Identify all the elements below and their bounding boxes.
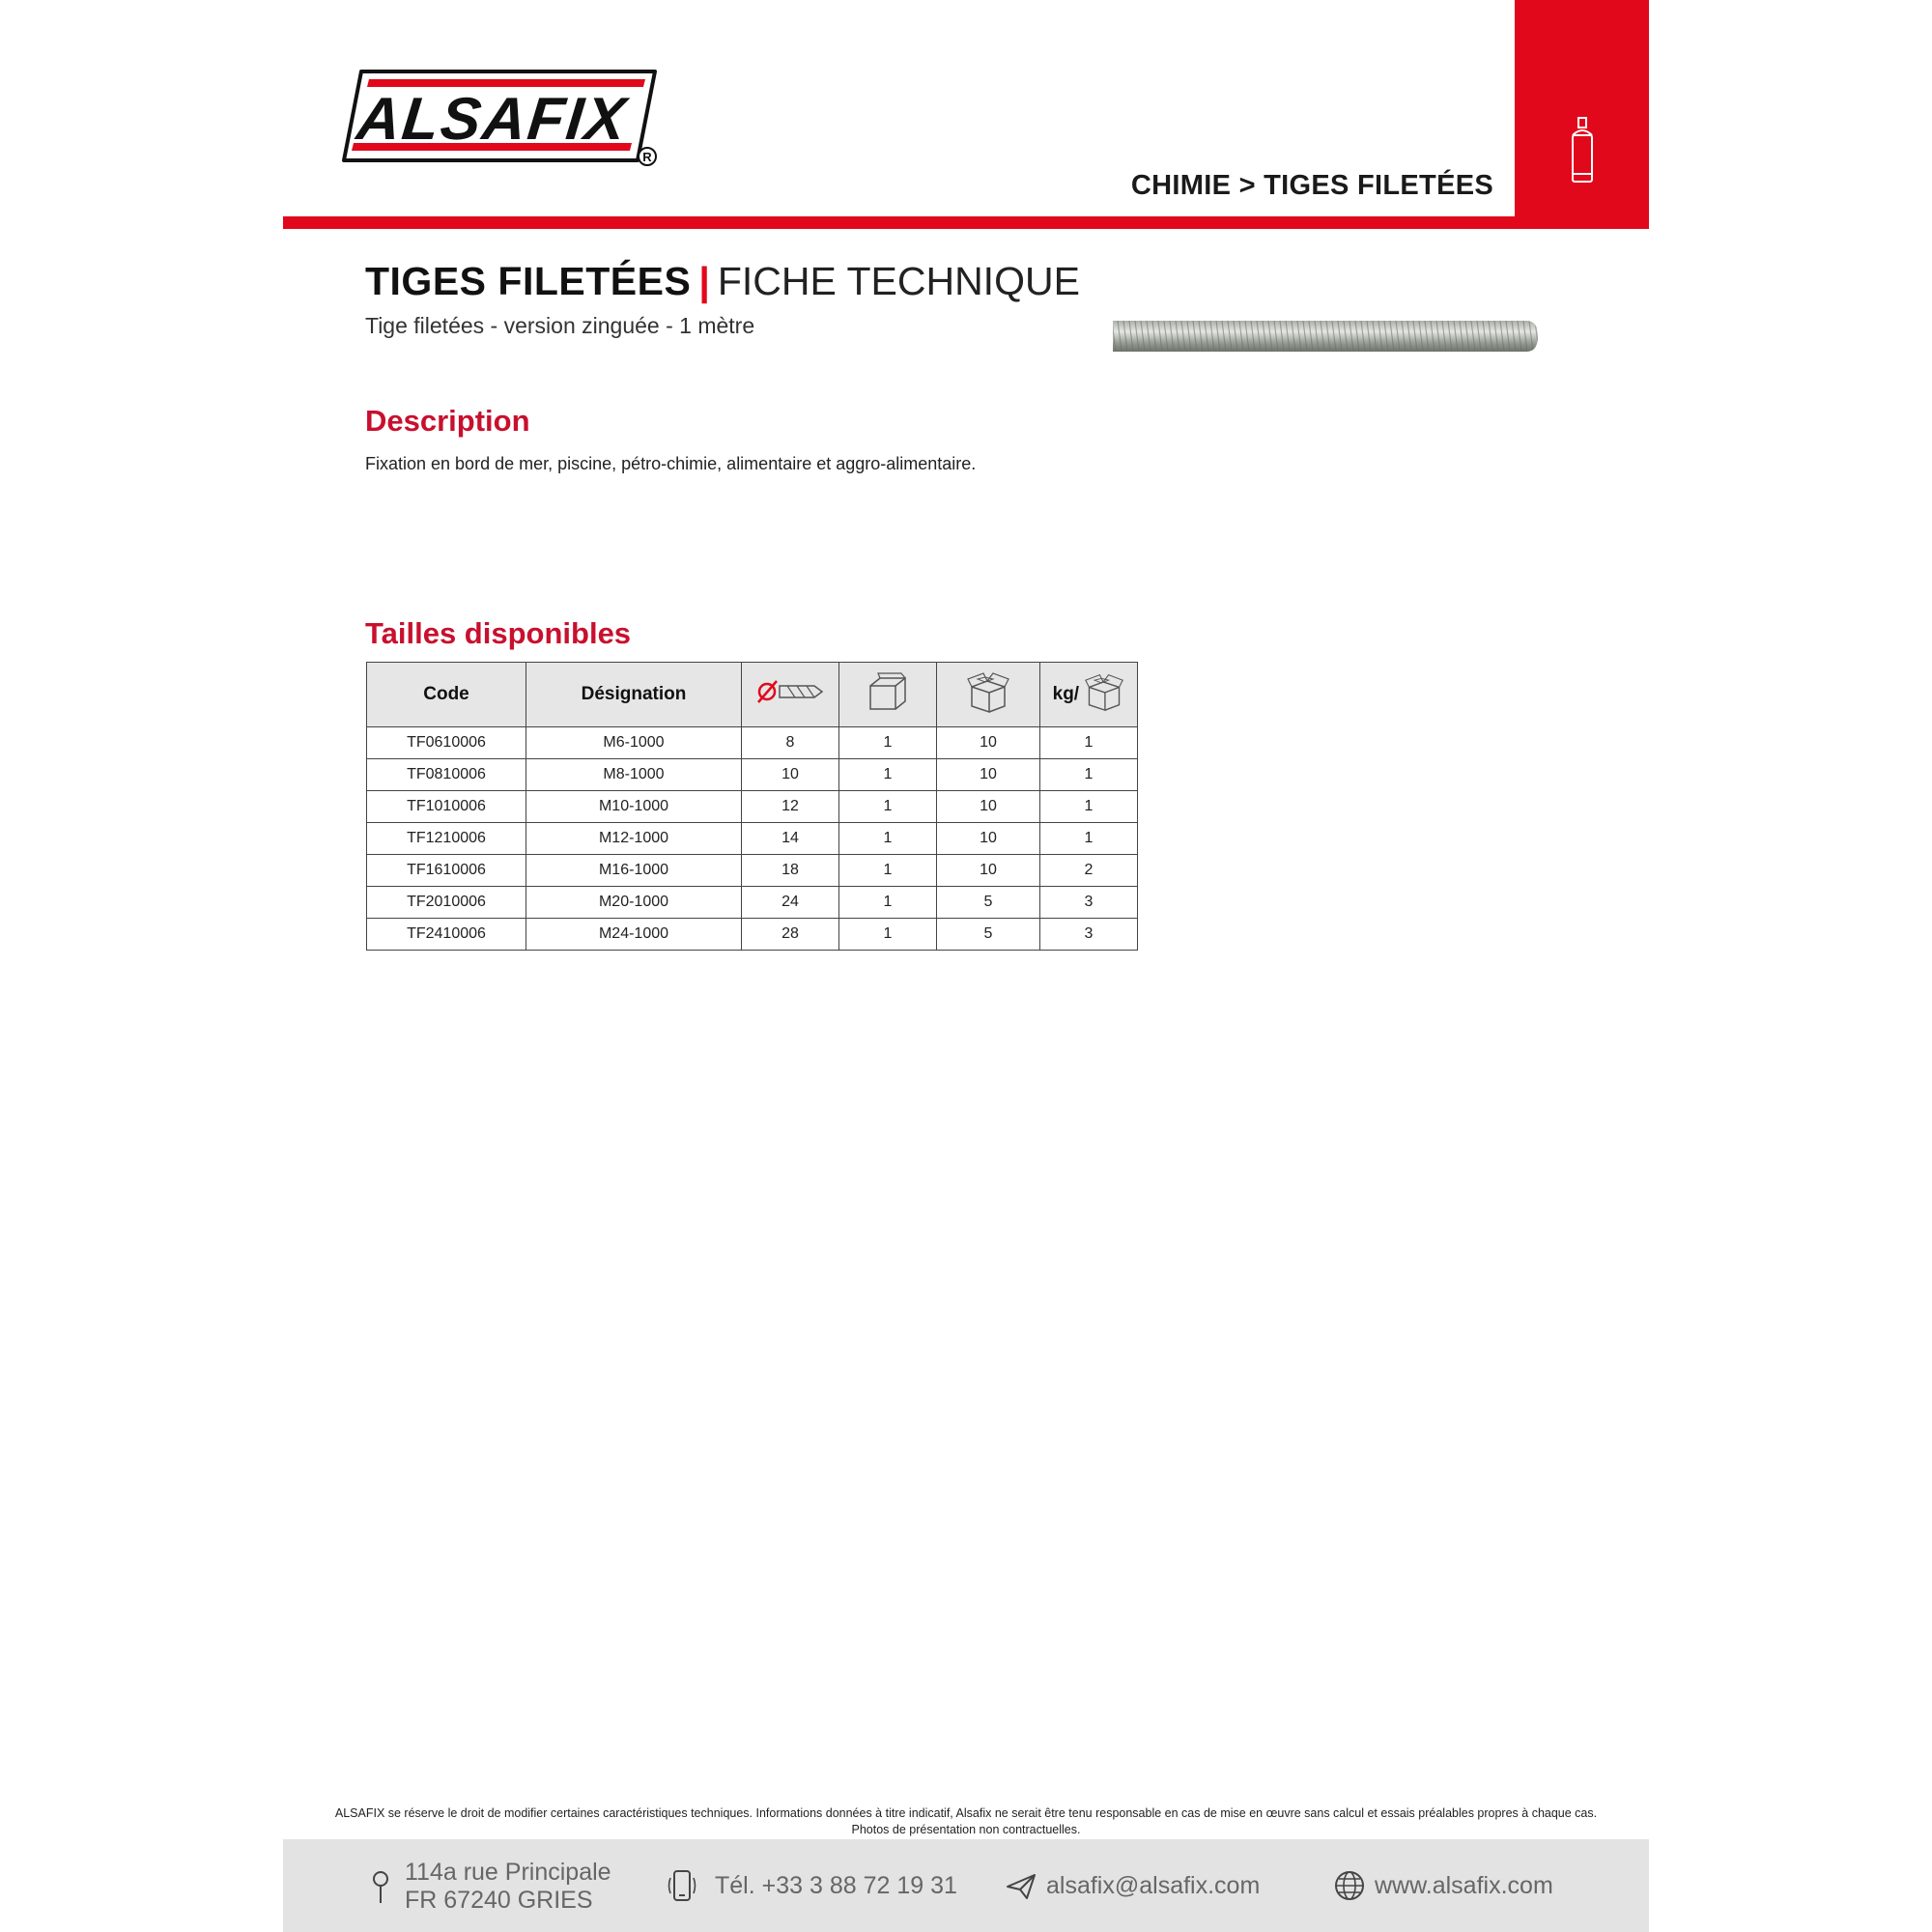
cell-unit: 1	[839, 727, 937, 759]
column-header-code: Code	[367, 663, 526, 727]
cell-designation: M8-1000	[526, 759, 742, 791]
weight-prefix: kg/	[1052, 684, 1080, 704]
column-header-weight	[1040, 663, 1138, 727]
cell-carton: 10	[937, 791, 1040, 823]
address-line-1: 114a rue Principale	[405, 1859, 611, 1886]
paper-plane-icon	[1006, 1873, 1037, 1905]
cell-carton: 10	[937, 727, 1040, 759]
phone-number[interactable]: Tél. +33 3 88 72 19 31	[715, 1872, 957, 1899]
cell-designation: M24-1000	[526, 919, 742, 951]
address-line-2: FR 67240 GRIES	[405, 1887, 593, 1914]
breadcrumb: CHIMIE > TIGES FILETÉES	[1130, 170, 1493, 201]
column-header-drill	[742, 663, 839, 727]
cell-designation: M6-1000	[526, 727, 742, 759]
cell-designation: M20-1000	[526, 887, 742, 919]
title-main: TIGES FILETÉES	[365, 259, 692, 303]
cell-unit: 1	[839, 759, 937, 791]
cell-unit: 1	[839, 919, 937, 951]
disclaimer-line-2: Photos de présentation non contractuelles.	[851, 1823, 1081, 1836]
cell-diameter: 18	[742, 855, 839, 887]
location-pin-icon	[370, 1870, 391, 1910]
cell-diameter: 8	[742, 727, 839, 759]
table-row	[367, 759, 1138, 791]
cell-kg: 3	[1040, 887, 1138, 919]
cell-kg: 3	[1040, 919, 1138, 951]
table-row	[367, 919, 1138, 951]
description-heading: Description	[365, 404, 530, 438]
table-row	[367, 823, 1138, 855]
cell-code: TF0610006	[367, 727, 526, 759]
cell-unit: 1	[839, 823, 937, 855]
table-row	[367, 887, 1138, 919]
table-row	[367, 727, 1138, 759]
email-link[interactable]: alsafix@alsafix.com	[1046, 1872, 1261, 1899]
cell-kg: 1	[1040, 727, 1138, 759]
address	[405, 1859, 611, 1915]
cell-kg: 1	[1040, 823, 1138, 855]
header-red-tab	[1515, 0, 1649, 229]
cell-diameter: 14	[742, 823, 839, 855]
svg-text:R: R	[642, 150, 652, 164]
cell-carton: 10	[937, 823, 1040, 855]
cell-carton: 5	[937, 919, 1040, 951]
column-header-designation: Désignation	[526, 663, 742, 727]
cell-code: TF1210006	[367, 823, 526, 855]
cell-code: TF1010006	[367, 791, 526, 823]
carton-box-icon	[1084, 669, 1124, 720]
single-box-icon	[867, 672, 909, 717]
threaded-rod-image	[1111, 313, 1541, 359]
sizes-table	[366, 662, 1138, 951]
title-secondary: FICHE TECHNIQUE	[717, 259, 1080, 303]
cell-code: TF1610006	[367, 855, 526, 887]
cell-kg: 1	[1040, 791, 1138, 823]
footer-contact-bar	[283, 1839, 1649, 1932]
disclaimer	[283, 1805, 1649, 1838]
cell-designation: M12-1000	[526, 823, 742, 855]
website-link[interactable]: www.alsafix.com	[1375, 1872, 1553, 1899]
title-separator: |	[698, 259, 710, 303]
cell-carton: 5	[937, 887, 1040, 919]
cell-unit: 1	[839, 791, 937, 823]
table-header-row	[367, 663, 1138, 727]
cartridge-icon	[1567, 116, 1598, 185]
header-red-bar	[283, 216, 1649, 229]
cell-code: TF2010006	[367, 887, 526, 919]
cell-diameter: 10	[742, 759, 839, 791]
cell-designation: M16-1000	[526, 855, 742, 887]
cell-diameter: 28	[742, 919, 839, 951]
cell-unit: 1	[839, 887, 937, 919]
cell-diameter: 12	[742, 791, 839, 823]
table-row	[367, 855, 1138, 887]
page-title	[365, 259, 1080, 304]
cell-diameter: 24	[742, 887, 839, 919]
svg-text:ALSAFIX: ALSAFIX	[354, 86, 631, 153]
carton-box-icon	[966, 669, 1010, 720]
globe-icon	[1334, 1870, 1365, 1906]
column-header-unit	[839, 663, 937, 727]
cell-unit: 1	[839, 855, 937, 887]
table-row	[367, 791, 1138, 823]
cell-designation: M10-1000	[526, 791, 742, 823]
cell-kg: 2	[1040, 855, 1138, 887]
cell-kg: 1	[1040, 759, 1138, 791]
alsafix-logo	[340, 68, 659, 169]
cell-code: TF2410006	[367, 919, 526, 951]
disclaimer-line-1: ALSAFIX se réserve le droit de modifier certaines caractéristiques techniques. Informations données à titre indicatif, Alsafix ne serait être tenu responsable en cas de mise en œuvre sans calcul et essais préalables propres à chaque cas.	[334, 1806, 1598, 1820]
description-text: Fixation en bord de mer, piscine, pétro-chimie, alimentaire et aggro-alimentaire.	[365, 454, 977, 473]
phone-icon	[666, 1868, 698, 1908]
cell-carton: 10	[937, 759, 1040, 791]
column-header-carton	[937, 663, 1040, 727]
drill-diameter-icon	[756, 677, 824, 712]
cell-carton: 10	[937, 855, 1040, 887]
cell-code: TF0810006	[367, 759, 526, 791]
sizes-heading: Tailles disponibles	[365, 616, 632, 650]
page-subtitle: Tige filetées - version zinguée - 1 mètre	[365, 313, 755, 338]
